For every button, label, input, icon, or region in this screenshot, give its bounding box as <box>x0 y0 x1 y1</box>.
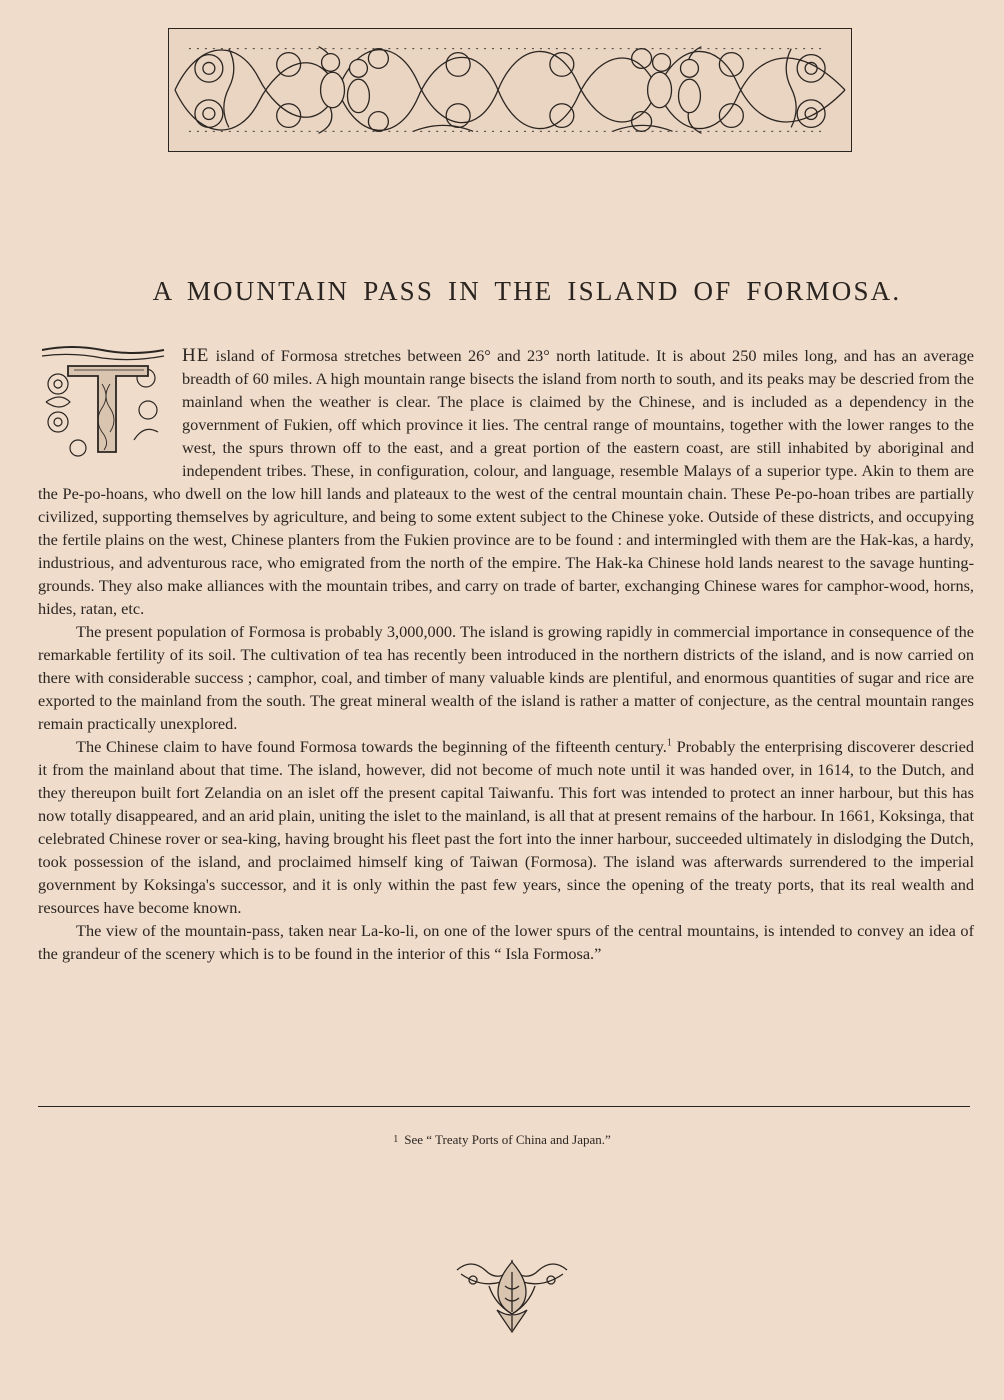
paragraph-4: The view of the mountain-pass, taken near La-ko-li, on one of the lower spurs of the central mountains, is intended to convey an idea of the grandeur of the scenery which is to be found in the interior of this “ Isla Formosa.” <box>38 921 974 963</box>
paragraph-text: Probably the enterprising discoverer descried it from the mainland about that time. The island, however, did not become of much note until it was handed over, in 1614, to the Dutch, and they thereupon built fort Zelandia on an islet off the present capital Taiwanfu. This fort was intended to protect an inner harbour, but this has now totally disappeared, and an arid plain, uniting the islet to the mainland, is all that at present remains of the harbour. In 1661, Koksinga, that celebrated Chinese rover or sea-king, having brought his fleet past the fort into the inner harbour, succeeded ultimately in dislodging the Dutch, took possession of the island, and proclaimed himself king of Taiwan (Formosa). The island was afterwards surrendered to the imperial government by Koksinga's successor, and it is only within the past few years, since the opening of the treaty ports, that its real wealth and resources have become known. <box>38 737 975 917</box>
article-body <box>38 344 974 965</box>
footnote-reference[interactable]: 1 <box>666 737 672 749</box>
footnote-mark: 1 <box>393 1134 399 1145</box>
floral-tailpiece-icon <box>453 1256 571 1338</box>
paragraph-lead-word: HE <box>182 345 210 366</box>
paragraph-1 <box>38 344 974 620</box>
paragraph-text: The Chinese claim to have found Formosa towards the beginning of the fifteenth century. <box>76 737 667 756</box>
ornamental-initial-icon <box>38 344 168 462</box>
paragraph-3 <box>38 735 974 919</box>
page-title: A MOUNTAIN PASS IN THE ISLAND OF FORMOSA. <box>152 276 902 306</box>
footnote-text: See “ Treaty Ports of China and Japan.” <box>404 1132 611 1147</box>
footnote <box>0 1132 1004 1148</box>
footnote-divider <box>38 1106 970 1107</box>
paragraph-2: The present population of Formosa is probably 3,000,000. The island is growing rapidly in commercial importance in consequence of the remarkable fertility of its soil. The cultivation of tea has recently been introduced in the northern districts of the island, and is now carried on there with considerable success ; camphor, coal, and timber of many valuable kinds are plentiful, and enormous quantities of sugar and rice are exported to the mainland from the south. The great mineral wealth of the island is rather a matter of conjecture, as the central mountain ranges remain practically unexplored. <box>38 622 974 733</box>
paragraph-text: island of Formosa stretches between 26° and 23° north latitude. It is about 250 miles long, and has an average breadth of 60 miles. A high mountain range bisects the island from north to south, and its peaks may be descried from the mainland when the weather is clear. The place is claimed by the Chinese, and is included as a dependency in the government of Fukien, off which province it lies. The central range of mountains, together with the lower ranges to the west, the spurs thrown off to the east, and a great portion of the eastern coast, are still inhabited by aboriginal and independent tribes. These, in configuration, colour, and language, resemble Malays of a superior type. Akin to them are the Pe-po-hoans, who dwell on the low hill lands and plateaux to the west of the central mountain chain. These Pe-po-hoan tribes are partially civilized, supporting themselves by agriculture, and being to some extent subject to the Chinese yoke. Outside of these districts, and occupying the fertile plains on the west, Chinese planters from the Fukien province are to be found : and intermingled with them are the Hak-kas, a hardy, industrious, and adventurous race, who emigrated from the north of the empire. The Hak-ka Chinese hold lands nearest to the savage hunting-grounds. They also make alliances with the mountain tribes, and carry on trade of barter, exchanging Chinese wares for camphor-wood, horns, hides, ratan, etc. <box>38 346 974 618</box>
scrollwork-cherubs-icon <box>168 28 852 152</box>
